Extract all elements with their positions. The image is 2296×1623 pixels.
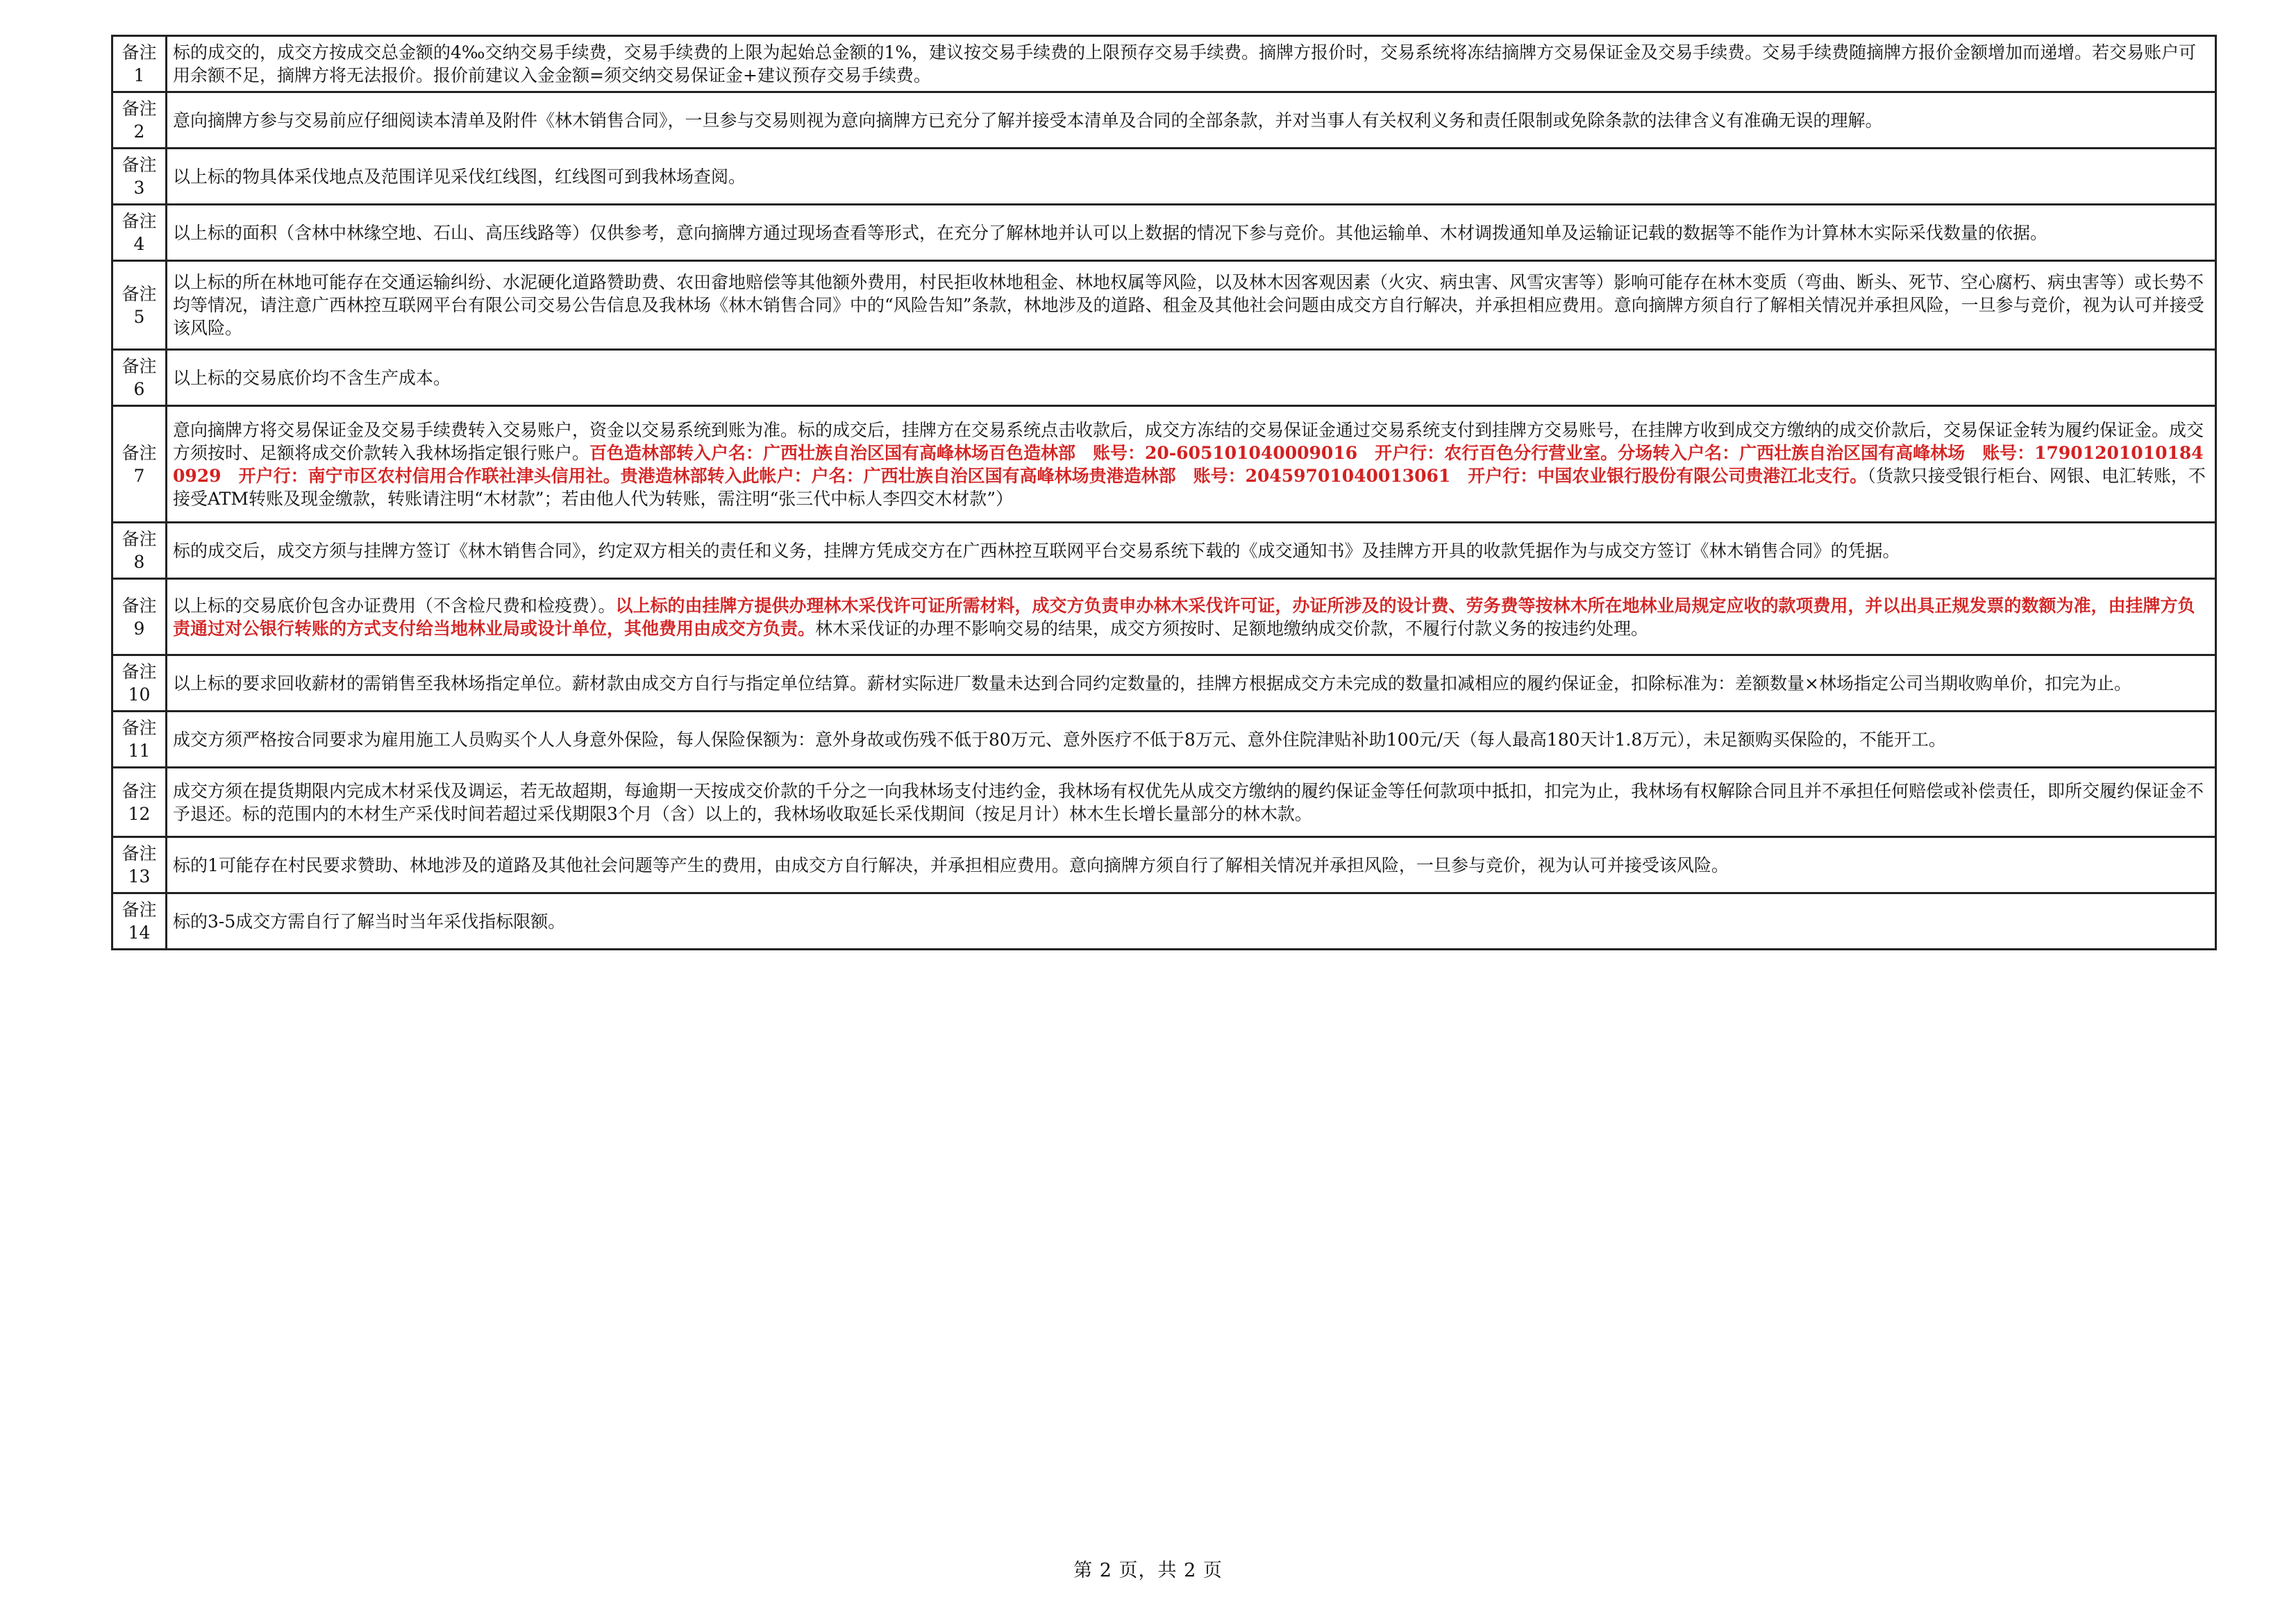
note-text: 以上标的交易底价均不含生产成本。: [173, 367, 451, 388]
note-text: 以上标的交易底价包含办证费用（不含检尺费和检疫费）。: [173, 595, 616, 616]
notes-table: [111, 35, 2217, 950]
note-label: 备注9: [112, 579, 167, 655]
note-content: [167, 406, 2216, 523]
note-text: 以上标的所在林地可能存在交通运输纠纷、水泥硬化道路赞助费、农田畲地赔偿等其他额外费用，村民拒收林地租金、林地权属等风险，以及林木因客观因素（火灾、病虫害、风雪灾害等）影响可能存在林木变质（弯曲、断头、死节、空心腐朽、病虫害等）或长势不均等情况，请注意广西林控互联网平台有限公司交易公告信息及我林场《林木销售合同》中的“风险告知”条款，林地涉及的道路、租金及其他社会问题由成交方自行解决，并承担相应费用。意向摘牌方须自行了解相关情况并承担风险，一旦参与竞价，视为认可并接受该风险。: [173, 272, 2204, 338]
note-content: [167, 837, 2216, 893]
note-text: （货款只接受银行柜台、网银、电汇转账，不接受ATM转账及现金缴款，转账请注明“木材款”；若由他人代为转账，需注明“张三代中标人李四交木材款”）: [173, 465, 2206, 509]
note-label: 备注8: [112, 523, 167, 579]
note-label: 备注13: [112, 837, 167, 893]
note-text: 以上标的要求回收薪材的需销售至我林场指定单位。薪材款由成交方自行与指定单位结算。薪材实际进厂数量未达到合同约定数量的，挂牌方根据成交方未完成的数量扣减相应的履约保证金，扣除标准为：差额数量×林场指定公司当期收购单价，扣完为止。: [173, 673, 2131, 693]
note-row: [112, 579, 2216, 655]
note-row: [112, 406, 2216, 523]
note-label: 备注12: [112, 768, 167, 837]
note-content: [167, 768, 2216, 837]
note-label: 备注10: [112, 655, 167, 712]
notes-table-body: [112, 36, 2216, 950]
note-content: [167, 350, 2216, 406]
note-content: [167, 205, 2216, 261]
note-label: 备注7: [112, 406, 167, 523]
note-text: 标的成交的，成交方按成交总金额的4‰交纳交易手续费，交易手续费的上限为起始总金额的1%，建议按交易手续费的上限预存交易手续费。摘牌方报价时，交易系统将冻结摘牌方交易保证金及交易手续费。交易手续费随摘牌方报价金额增加而递增。若交易账户可用余额不足，摘牌方将无法报价。报价前建议入金金额=须交纳交易保证金+建议预存交易手续费。: [173, 42, 2197, 85]
note-row: [112, 36, 2216, 92]
note-label: 备注6: [112, 350, 167, 406]
note-row: [112, 261, 2216, 350]
note-text-highlight: 百色造林部转入户名：广西壮族自治区国有高峰林场百色造林部 账号：20-605101040009016 开户行：农行百色分行营业室。分场转入户名：广西壮族自治区国有高峰林场 账号：17901201010184092​9 开户行：南宁市区农村信用合作联社津头信用社。贵港造林部转入此帐户：户名：广西壮族自治区国有高峰林场贵港造林部 账号：20459701040013061 开户行：中国农业银行股份有限公司贵港江北支行。: [173, 442, 2204, 486]
note-text: 意向摘牌方参与交易前应仔细阅读本清单及附件《林木销售合同》，一旦参与交易则视为意向摘牌方已充分了解并接受本清单及合同的全部条款，并对当事人有关权利义务和责任限制或免除条款的法律含义有准确无误的理解。: [173, 110, 1883, 131]
note-content: [167, 893, 2216, 950]
note-row: [112, 768, 2216, 837]
note-row: [112, 350, 2216, 406]
note-content: [167, 261, 2216, 350]
note-text: 意向摘牌方将交易保证金及交易手续费转入交易账户，资金以交易系统到账为准。标的成交后，挂牌方在交易系统点击收款后，成交方冻结的交易保证金通过交易系统支付到挂牌方交易账号，在挂牌方收到成交方缴纳的成交价款后，交易保证金转为履约保证金。成交方须按时、足额将成交价款转入我林场指定银行账户。: [173, 419, 2204, 463]
note-text: 标的1可能存在村民要求赞助、林地涉及的道路及其他社会问题等产生的费用，由成交方自行解决，并承担相应费用。意向摘牌方须自行了解相关情况并承担风险，一旦参与竞价，视为认可并接受该风险。: [173, 855, 1729, 875]
note-content: [167, 523, 2216, 579]
note-text: 标的成交后，成交方须与挂牌方签订《林木销售合同》，约定双方相关的责任和义务，挂牌方凭成交方在广西林控互联网平台交易系统下载的《成交通知书》及挂牌方开具的收款凭据作为与成交方签订《林木销售合同》的凭据。: [173, 540, 1900, 561]
note-row: [112, 92, 2216, 149]
note-row: [112, 712, 2216, 768]
note-row: [112, 149, 2216, 205]
note-text: 以上标的面积（含林中林缘空地、石山、高压线路等）仅供参考，意向摘牌方通过现场查看等形式，在充分了解林地并认可以上数据的情况下参与竞价。其他运输单、木材调拨通知单及运输证记载的数据等不能作为计算林木实际采伐数量的依据。: [173, 222, 2048, 243]
note-text: 标的3-5成交方需自行了解当时当年采伐指标限额。: [173, 911, 566, 932]
note-row: [112, 837, 2216, 893]
note-row: [112, 205, 2216, 261]
note-row: [112, 655, 2216, 712]
note-label: 备注3: [112, 149, 167, 205]
note-row: [112, 893, 2216, 950]
note-label: 备注14: [112, 893, 167, 950]
note-text: 以上标的物具体采伐地点及范围详见采伐红线图，红线图可到我林场查阅。: [173, 166, 746, 187]
note-text: 成交方须严格按合同要求为雇用施工人员购买个人人身意外保险，每人保险保额为：意外身故或伤残不低于80万元、意外医疗不低于8万元、意外住院津贴补助100元/天（每人最高180天计1.8万元），未足额购买保险的，不能开工。: [173, 729, 1946, 750]
page-footer: 第 2 页，共 2 页: [1073, 1560, 1223, 1581]
note-content: [167, 36, 2216, 92]
note-label: 备注1: [112, 36, 167, 92]
note-label: 备注5: [112, 261, 167, 350]
note-label: 备注11: [112, 712, 167, 768]
note-text: 林木采伐证的办理不影响交易的结果，成交方须按时、足额地缴纳成交价款，不履行付款义务的按违约处理。: [815, 618, 1649, 639]
note-label: 备注2: [112, 92, 167, 149]
note-content: [167, 579, 2216, 655]
note-content: [167, 92, 2216, 149]
note-content: [167, 149, 2216, 205]
note-text-highlight: 以上标的由挂牌方提供办理林木采伐许可证所需材料，成交方负责申办林木采伐许可证，办证所涉及的设计费、劳务费等按林木所在地林业局规定应收的款项费用，并以出具正规发票的数额为准，由挂牌方负责通过对公银行转账的方式支付给当地林业局或设计单位，其他费用由成交方负责。: [173, 595, 2195, 639]
note-text: 成交方须在提货期限内完成木材采伐及调运，若无故超期，每逾期一天按成交价款的千分之一向我林场支付违约金，我林场有权优先从成交方缴纳的履约保证金等任何款项中抵扣，扣完为止，我林场有权解除合同且并不承担任何赔偿或补偿责任，即所交履约保证金不予退还。标的范围内的木材生产采伐时间若超过采伐期限3个月（含）以上的，我林场收取延长采伐期间（按足月计）林木生长增长量部分的林木款。: [173, 780, 2204, 824]
note-content: [167, 655, 2216, 712]
note-label: 备注4: [112, 205, 167, 261]
note-content: [167, 712, 2216, 768]
note-row: [112, 523, 2216, 579]
